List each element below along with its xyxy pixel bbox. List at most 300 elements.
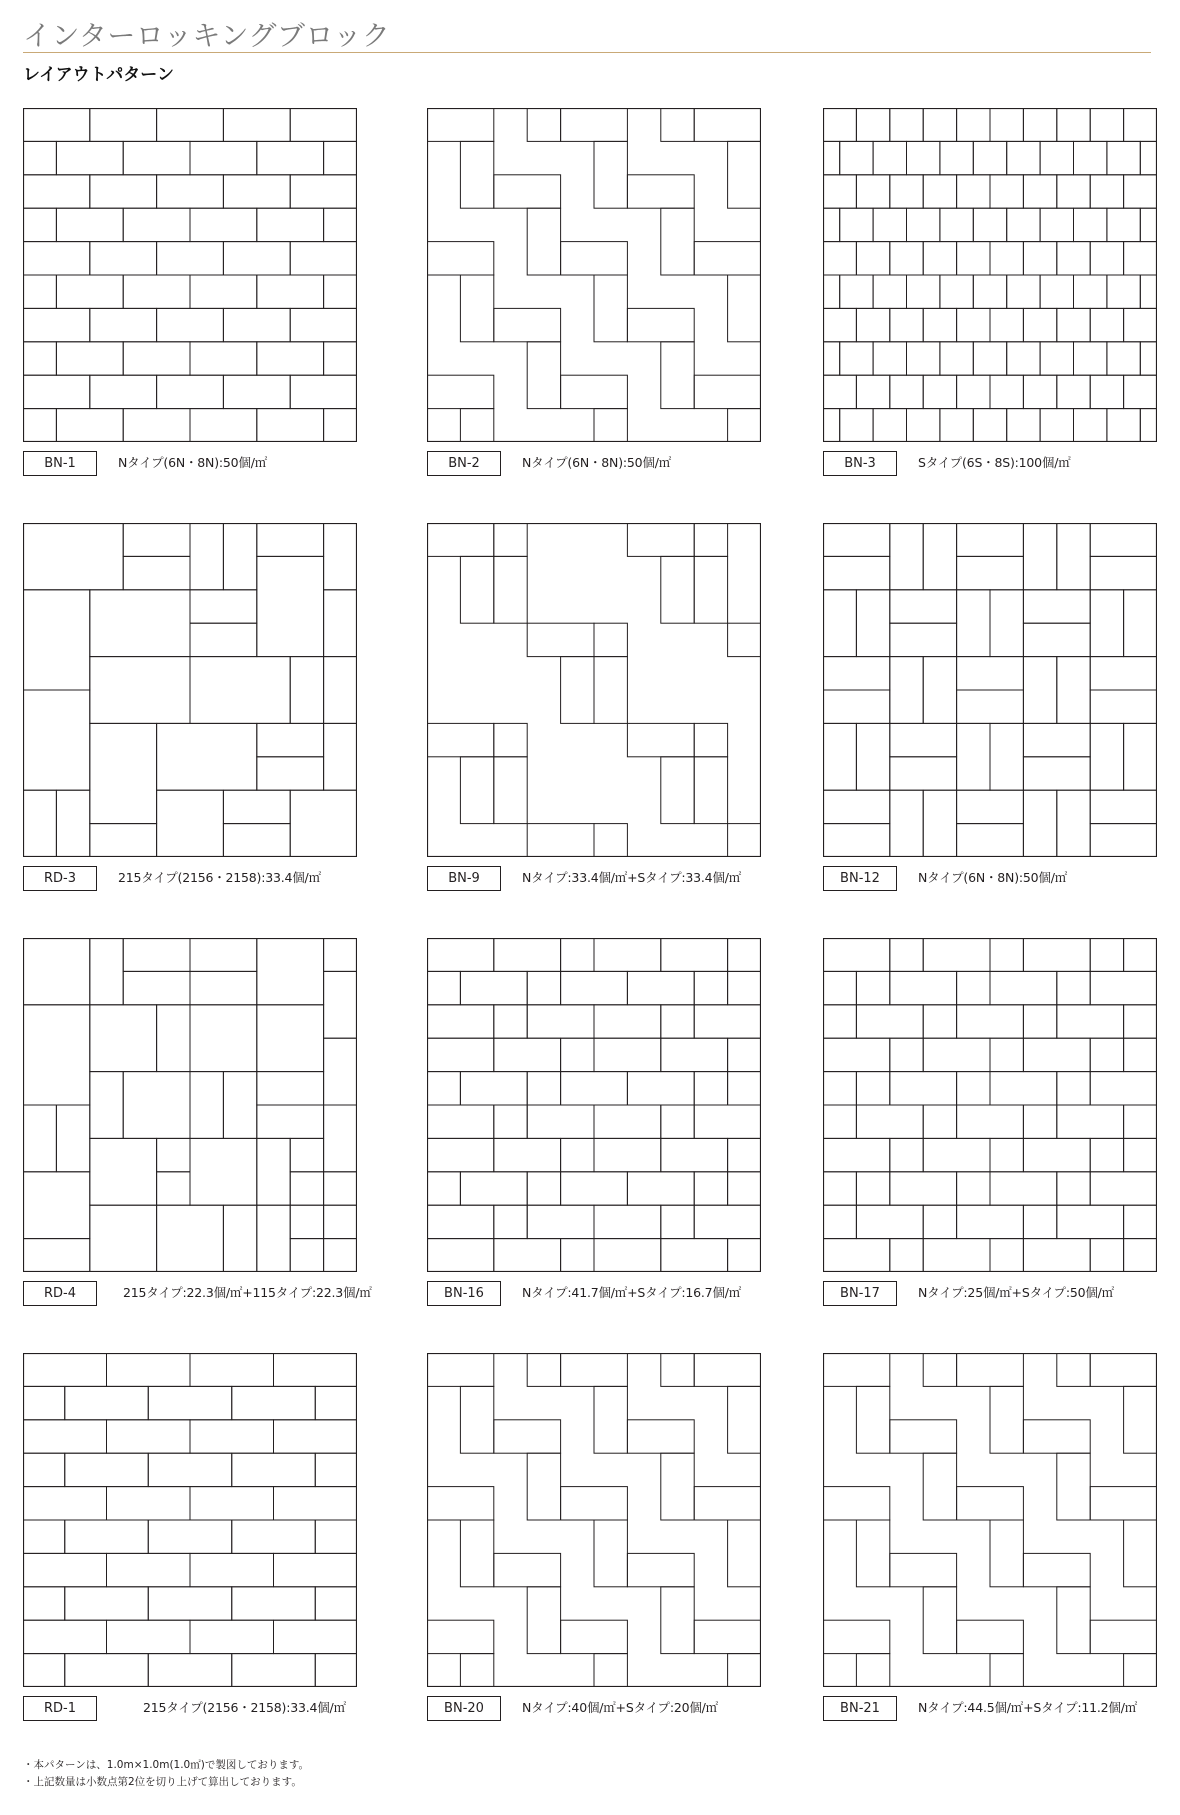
- paver-block: [1023, 1105, 1056, 1138]
- paver-block: [1124, 242, 1157, 275]
- paver-block: [561, 1620, 628, 1653]
- paver-block: [1090, 308, 1123, 341]
- paver-block: [460, 757, 493, 824]
- paver-block: [1040, 342, 1073, 375]
- paver-block: [594, 1138, 661, 1171]
- paver-block: [460, 141, 493, 208]
- paver-block: [232, 1654, 316, 1687]
- paver-block: [990, 1172, 1057, 1205]
- pattern-capacity-text: Nタイプ:41.7個/㎡+Sタイプ:16.7個/㎡: [522, 1285, 742, 1300]
- paver-block: [661, 1587, 694, 1654]
- paver-block: [661, 1105, 694, 1138]
- paver-block: [594, 1038, 661, 1071]
- paver-block: [190, 208, 257, 241]
- pattern-diagram-bn-16: [427, 938, 761, 1272]
- paver-block: [190, 971, 257, 1004]
- paver-block: [823, 657, 890, 690]
- paver-block: [1007, 275, 1040, 308]
- paver-block: [957, 1620, 1024, 1653]
- paver-block: [594, 1520, 627, 1587]
- paver-block: [190, 275, 257, 308]
- pattern-card-rd-3: [23, 523, 403, 913]
- paver-block: [1057, 1105, 1124, 1138]
- paver-block: [157, 308, 224, 341]
- pattern-diagram-bn-1: [23, 108, 357, 442]
- paver-block: [324, 342, 357, 375]
- footnote-line: ・上記数量は小数点第2位を切り上げて算出しております。: [23, 1776, 302, 1788]
- paver-block: [1023, 1138, 1090, 1171]
- paver-block: [728, 1072, 761, 1105]
- paver-block: [527, 824, 594, 857]
- paver-block: [594, 1205, 661, 1238]
- paver-block: [1090, 790, 1157, 823]
- paver-block: [1023, 790, 1056, 857]
- paver-block: [65, 1654, 149, 1687]
- paver-block: [427, 1172, 460, 1205]
- paver-block: [1023, 1005, 1056, 1038]
- pattern-capacity-text: Nタイプ(6N・8N):50個/㎡: [522, 455, 672, 470]
- paver-block: [990, 308, 1023, 341]
- pattern-card-bn-20: [427, 1353, 807, 1743]
- paver-block: [890, 523, 923, 590]
- paver-block: [90, 590, 190, 657]
- paver-block: [594, 275, 627, 342]
- paver-block: [527, 1453, 560, 1520]
- pattern-card-bn-2: [427, 108, 807, 498]
- paver-block: [890, 723, 957, 756]
- paver-block: [324, 141, 357, 174]
- paver-block: [823, 375, 856, 408]
- paver-block: [940, 275, 973, 308]
- paver-block: [257, 141, 324, 174]
- paver-block: [957, 556, 1024, 589]
- pattern-capacity-text: Nタイプ:44.5個/㎡+Sタイプ:11.2個/㎡: [918, 1700, 1138, 1715]
- paver-block: [494, 308, 561, 341]
- paver-block: [856, 1520, 889, 1587]
- paver-block: [890, 590, 957, 623]
- paver-block: [1124, 723, 1157, 790]
- pattern-card-rd-1: [23, 1353, 403, 1743]
- paver-block: [823, 175, 856, 208]
- paver-block: [1124, 938, 1157, 971]
- paver-block: [290, 1138, 323, 1171]
- paver-block: [1057, 108, 1090, 141]
- paver-block: [427, 1038, 494, 1071]
- paver-block: [990, 1654, 1023, 1687]
- paver-block: [23, 590, 90, 690]
- paver-block: [728, 1654, 761, 1687]
- paver-block: [23, 141, 56, 174]
- paver-block: [107, 1353, 191, 1386]
- paver-block: [315, 1386, 357, 1419]
- paver-block: [840, 409, 873, 442]
- paver-block: [923, 175, 956, 208]
- paver-block: [890, 1420, 957, 1453]
- paver-block: [957, 971, 990, 1004]
- paver-block: [1107, 208, 1140, 241]
- paver-block: [728, 824, 761, 857]
- paver-block: [890, 242, 923, 275]
- paver-block: [23, 409, 56, 442]
- paver-block: [1090, 1620, 1157, 1653]
- paver-block: [460, 971, 527, 1004]
- paver-block: [90, 242, 157, 275]
- paver-block: [594, 1654, 627, 1687]
- paver-block: [923, 1138, 990, 1171]
- paver-block: [661, 556, 694, 623]
- paver-block: [561, 242, 628, 275]
- paver-block: [257, 409, 324, 442]
- paver-block: [23, 1654, 65, 1687]
- paver-block: [823, 790, 890, 823]
- pattern-capacity-text: Nタイプ:33.4個/㎡+Sタイプ:33.4個/㎡: [522, 870, 742, 885]
- paver-block: [957, 242, 990, 275]
- paver-block: [907, 141, 940, 174]
- pattern-diagram-bn-9: [427, 523, 761, 857]
- paver-block: [274, 1553, 358, 1586]
- paver-block: [823, 556, 890, 589]
- pattern-diagram-bn-17: [823, 938, 1157, 1272]
- paver-block: [957, 1205, 1024, 1238]
- paver-block: [890, 757, 957, 790]
- paver-block: [990, 590, 1023, 657]
- paver-block: [661, 938, 728, 971]
- paver-block: [190, 1420, 274, 1453]
- paver-block: [257, 1105, 324, 1138]
- paver-block: [23, 1553, 107, 1586]
- paver-block: [907, 275, 940, 308]
- paver-block: [923, 790, 956, 857]
- paver-block: [427, 1487, 494, 1520]
- paver-block: [923, 1587, 956, 1654]
- paver-block: [594, 938, 661, 971]
- paver-block: [427, 1205, 494, 1238]
- paver-block: [923, 308, 956, 341]
- paver-block: [23, 1005, 90, 1105]
- paver-block: [90, 1138, 157, 1205]
- paver-block: [1057, 242, 1090, 275]
- paver-block: [315, 1587, 357, 1620]
- paver-block: [290, 1239, 323, 1272]
- paver-block: [627, 1172, 694, 1205]
- paver-block: [823, 275, 840, 308]
- paver-block: [661, 1239, 728, 1272]
- paver-block: [728, 1138, 761, 1171]
- paver-block: [527, 1105, 594, 1138]
- paver-block: [23, 1453, 65, 1486]
- page-title: インターロッキングブロック: [23, 19, 391, 52]
- paver-block: [823, 1005, 856, 1038]
- paver-block: [973, 342, 1006, 375]
- paver-block: [23, 1520, 65, 1553]
- paver-block: [1057, 523, 1090, 590]
- paver-block: [840, 141, 873, 174]
- paver-block: [1090, 690, 1157, 723]
- paver-block: [123, 938, 190, 971]
- pattern-code-label: BN-3: [823, 451, 897, 476]
- paver-block: [527, 1172, 560, 1205]
- paver-block: [823, 1072, 856, 1105]
- paver-block: [890, 175, 923, 208]
- paver-block: [324, 938, 357, 971]
- paver-block: [290, 657, 323, 724]
- paver-block: [957, 657, 1024, 690]
- paver-block: [324, 1105, 357, 1172]
- paver-block: [56, 141, 123, 174]
- paver-block: [23, 1239, 90, 1272]
- paver-block: [527, 1005, 594, 1038]
- paver-block: [123, 275, 190, 308]
- paver-block: [1057, 1353, 1090, 1386]
- pattern-code-label: RD-4: [23, 1281, 97, 1306]
- paver-block: [232, 1386, 316, 1419]
- pattern-capacity-text: Nタイプ:25個/㎡+Sタイプ:50個/㎡: [918, 1285, 1114, 1300]
- paver-block: [56, 208, 123, 241]
- paver-block: [427, 1239, 494, 1272]
- paver-block: [290, 308, 357, 341]
- pattern-capacity-text: Nタイプ(6N・8N):50個/㎡: [118, 455, 268, 470]
- paver-block: [460, 1386, 493, 1453]
- paver-block: [594, 1005, 661, 1038]
- paver-block: [23, 1172, 90, 1239]
- paver-block: [1040, 275, 1073, 308]
- paver-block: [856, 175, 889, 208]
- paver-block: [1090, 590, 1123, 657]
- paver-block: [65, 1453, 149, 1486]
- pattern-code-label: BN-2: [427, 451, 501, 476]
- paver-block: [324, 208, 357, 241]
- paver-block: [561, 1239, 594, 1272]
- paver-block: [1023, 938, 1090, 971]
- paver-block: [990, 1520, 1023, 1587]
- paver-block: [1057, 657, 1090, 724]
- paver-block: [823, 1487, 890, 1520]
- paver-block: [661, 1038, 728, 1071]
- paver-block: [315, 1520, 357, 1553]
- paver-block: [427, 723, 494, 756]
- paver-block: [223, 242, 290, 275]
- paver-block: [1023, 623, 1090, 656]
- paver-block: [257, 523, 324, 556]
- paver-block: [1107, 342, 1140, 375]
- paver-block: [594, 1386, 627, 1453]
- paver-block: [873, 208, 906, 241]
- paver-block: [594, 141, 627, 208]
- paver-block: [627, 1553, 694, 1586]
- paver-block: [661, 108, 694, 141]
- paver-block: [1023, 657, 1056, 724]
- paver-block: [223, 1072, 256, 1139]
- paver-block: [1057, 1172, 1090, 1205]
- paver-block: [856, 242, 889, 275]
- paver-block: [223, 375, 290, 408]
- paver-block: [728, 141, 761, 208]
- paver-block: [123, 208, 190, 241]
- paver-block: [694, 523, 727, 556]
- paver-block: [728, 1239, 761, 1272]
- paver-block: [23, 1105, 56, 1172]
- paver-block: [990, 1038, 1023, 1071]
- paver-block: [1124, 1138, 1157, 1171]
- paver-block: [1140, 275, 1157, 308]
- paver-block: [823, 1620, 890, 1653]
- paver-block: [90, 108, 157, 141]
- paver-block: [1107, 275, 1140, 308]
- paver-block: [823, 690, 890, 723]
- paver-block: [1023, 1553, 1090, 1586]
- paver-block: [856, 108, 889, 141]
- paver-block: [460, 275, 493, 342]
- paver-block: [561, 108, 628, 141]
- paver-block: [157, 723, 257, 790]
- paver-block: [823, 938, 890, 971]
- paver-block: [923, 1239, 990, 1272]
- paver-block: [1057, 175, 1090, 208]
- paver-block: [940, 141, 973, 174]
- title-divider: [23, 52, 1151, 53]
- paver-block: [1107, 141, 1140, 174]
- pattern-code-label: BN-16: [427, 1281, 501, 1306]
- paver-block: [957, 1487, 1024, 1520]
- paver-block: [223, 175, 290, 208]
- paver-block: [23, 342, 56, 375]
- pattern-diagram-bn-12: [823, 523, 1157, 857]
- paver-block: [694, 1005, 761, 1038]
- paver-block: [923, 1038, 990, 1071]
- paver-block: [1074, 208, 1107, 241]
- paver-block: [907, 409, 940, 442]
- paver-block: [257, 1205, 290, 1272]
- paver-block: [257, 938, 324, 1005]
- paver-block: [527, 1072, 560, 1105]
- paver-block: [973, 208, 1006, 241]
- paver-block: [527, 108, 560, 141]
- paver-block: [427, 108, 494, 141]
- paver-block: [856, 1005, 923, 1038]
- paver-block: [1090, 938, 1123, 971]
- paver-block: [594, 657, 627, 724]
- paver-block: [1057, 375, 1090, 408]
- paver-block: [90, 938, 123, 1005]
- paver-block: [324, 409, 357, 442]
- pattern-code-label: BN-20: [427, 1696, 501, 1721]
- paver-block: [427, 1138, 494, 1171]
- paver-block: [65, 1520, 149, 1553]
- paver-block: [23, 790, 56, 857]
- paver-block: [923, 242, 956, 275]
- paver-block: [65, 1587, 149, 1620]
- paver-block: [460, 1520, 493, 1587]
- pattern-diagram-bn-3: [823, 108, 1157, 442]
- paver-block: [627, 1420, 694, 1453]
- paver-block: [1090, 1353, 1157, 1386]
- paver-block: [1074, 141, 1107, 174]
- paver-block: [694, 971, 727, 1004]
- paver-block: [907, 208, 940, 241]
- paver-block: [957, 175, 990, 208]
- paver-block: [1140, 208, 1157, 241]
- paver-block: [923, 1005, 956, 1038]
- paver-block: [23, 523, 123, 590]
- paver-block: [1090, 824, 1157, 857]
- paver-block: [990, 1072, 1057, 1105]
- paver-block: [427, 1072, 460, 1105]
- paver-block: [661, 1005, 694, 1038]
- paver-block: [123, 971, 190, 1004]
- paver-block: [694, 1172, 727, 1205]
- paver-block: [1057, 1453, 1090, 1520]
- paver-block: [157, 1172, 190, 1205]
- paver-block: [890, 1172, 957, 1205]
- paver-block: [561, 1172, 628, 1205]
- paver-block: [23, 275, 56, 308]
- paver-block: [594, 824, 627, 857]
- paver-block: [957, 1353, 1024, 1386]
- paver-block: [890, 1239, 923, 1272]
- paver-block: [890, 657, 923, 724]
- paver-block: [427, 523, 494, 556]
- paver-block: [494, 1138, 561, 1171]
- paver-block: [661, 1205, 694, 1238]
- paver-block: [923, 1205, 956, 1238]
- paver-block: [257, 1072, 324, 1105]
- paver-block: [494, 1239, 561, 1272]
- paver-block: [907, 342, 940, 375]
- paver-block: [148, 1654, 232, 1687]
- paver-block: [856, 375, 889, 408]
- paver-block: [990, 375, 1023, 408]
- paver-block: [1124, 1239, 1157, 1272]
- paver-block: [1057, 308, 1090, 341]
- paver-block: [148, 1587, 232, 1620]
- paver-block: [694, 1620, 761, 1653]
- paver-block: [65, 1386, 149, 1419]
- pattern-code-label: BN-17: [823, 1281, 897, 1306]
- paver-block: [973, 141, 1006, 174]
- paver-block: [728, 1520, 761, 1587]
- paver-block: [990, 1386, 1023, 1453]
- paver-block: [627, 1072, 694, 1105]
- paver-block: [460, 409, 493, 442]
- paver-block: [1140, 409, 1157, 442]
- paver-block: [823, 1038, 890, 1071]
- paver-block: [627, 971, 694, 1004]
- paver-block: [148, 1386, 232, 1419]
- paver-block: [890, 308, 923, 341]
- paver-block: [940, 342, 973, 375]
- paver-block: [257, 275, 324, 308]
- paver-block: [324, 590, 357, 657]
- paver-block: [1057, 1205, 1124, 1238]
- paver-block: [694, 1353, 761, 1386]
- pattern-diagram-bn-20: [427, 1353, 761, 1687]
- paver-block: [290, 242, 357, 275]
- paver-block: [427, 375, 494, 408]
- pattern-card-bn-17: [823, 938, 1180, 1328]
- paver-block: [90, 308, 157, 341]
- paver-block: [694, 375, 761, 408]
- paver-block: [427, 1105, 494, 1138]
- paver-block: [190, 409, 257, 442]
- paver-block: [190, 1353, 274, 1386]
- paver-block: [990, 971, 1057, 1004]
- paver-block: [890, 1038, 923, 1071]
- paver-block: [1007, 409, 1040, 442]
- paver-block: [694, 1072, 727, 1105]
- paver-block: [661, 1138, 728, 1171]
- paver-block: [223, 108, 290, 141]
- paver-block: [823, 208, 840, 241]
